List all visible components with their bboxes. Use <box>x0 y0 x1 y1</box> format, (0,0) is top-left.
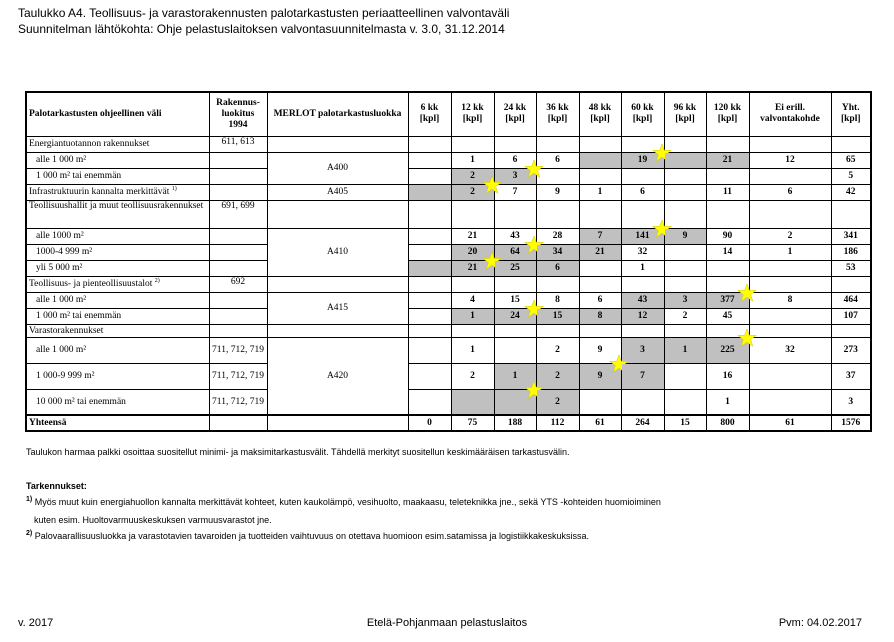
cell-96 <box>664 260 706 276</box>
table-row <box>26 389 871 415</box>
cell-24: 24 <box>494 308 536 324</box>
cell-12: 75 <box>451 415 494 431</box>
group-label-infra: Infrastruktuurin kannalta merkittävät $^{1)}$ <box>26 184 209 200</box>
cell-separate: 8 <box>749 292 831 308</box>
cell-36: 2 <box>536 337 579 363</box>
cell-36: 8 <box>536 292 579 308</box>
cell-total: 186 <box>831 244 871 260</box>
cell-total: 273 <box>831 337 871 363</box>
class-code: 711, 712, 719 <box>209 389 267 415</box>
cell-60 <box>621 168 664 184</box>
cell-36: 9 <box>536 184 579 200</box>
notes-heading: Tarkennukset: <box>26 481 87 491</box>
table-row <box>26 168 871 184</box>
cell-48 <box>579 152 621 168</box>
cell-48: 6 <box>579 292 621 308</box>
class-code: 711, 712, 719 <box>209 363 267 389</box>
cell-120: 16 <box>706 363 749 389</box>
col-header-120: 120 kk [kpl] <box>706 92 749 136</box>
cell-36: 34 <box>536 244 579 260</box>
cell-total: 464 <box>831 292 871 308</box>
cell-6 <box>408 337 451 363</box>
table-row <box>26 200 871 228</box>
cell-96 <box>664 184 706 200</box>
cell-12: 2 <box>451 184 494 200</box>
cell-separate <box>749 260 831 276</box>
header-row <box>26 92 871 136</box>
cell-12: 2 <box>451 363 494 389</box>
cell-36: 15 <box>536 308 579 324</box>
table-row <box>26 337 871 363</box>
table-title: Taulukko A4. Teollisuus- ja varastorakennusten palotarkastusten periaatteellinen valvontaväli <box>18 6 510 20</box>
cell-96: 1 <box>664 337 706 363</box>
cell-6 <box>408 292 451 308</box>
cell-120: 21 <box>706 152 749 168</box>
cell-48: 7 <box>579 228 621 244</box>
cell-12: 1 <box>451 152 494 168</box>
row-label: alle 1000 m² <box>26 228 209 244</box>
total-label: Yhteensä <box>26 415 209 431</box>
col-header-merlot: MERLOT palotarkastusluokka <box>267 92 408 136</box>
cell-separate: 32 <box>749 337 831 363</box>
cell-60: 1 <box>621 260 664 276</box>
col-header-total: Yht. [kpl] <box>831 92 871 136</box>
cell-24: 25 <box>494 260 536 276</box>
col-header-24: 24 kk [kpl] <box>494 92 536 136</box>
row-label: alle 1 000 m² <box>26 292 209 308</box>
cell-96 <box>664 363 706 389</box>
cell-total: 5 <box>831 168 871 184</box>
cell-6 <box>408 363 451 389</box>
cell-12: 20 <box>451 244 494 260</box>
footer-version: v. 2017 <box>18 617 54 629</box>
table-row <box>26 244 871 260</box>
cell-6: 0 <box>408 415 451 431</box>
merlot-class: A415 <box>267 292 408 324</box>
cell-48: 21 <box>579 244 621 260</box>
cell-separate: 6 <box>749 184 831 200</box>
cell-120: 225 <box>706 337 749 363</box>
cell-96: 15 <box>664 415 706 431</box>
cell-96: 9 <box>664 228 706 244</box>
cell-120: 377 <box>706 292 749 308</box>
col-header-separate: Ei erill. valvontakohde <box>749 92 831 136</box>
cell-separate <box>749 308 831 324</box>
cell-96: 2 <box>664 308 706 324</box>
cell-36: 112 <box>536 415 579 431</box>
cell-6 <box>408 168 451 184</box>
cell-120 <box>706 168 749 184</box>
table-row <box>26 184 871 200</box>
cell-6 <box>408 184 451 200</box>
cell-24: 6 <box>494 152 536 168</box>
cell-total: 65 <box>831 152 871 168</box>
cell-48 <box>579 389 621 415</box>
cell-120 <box>706 260 749 276</box>
cell-6 <box>408 389 451 415</box>
cell-36: 2 <box>536 389 579 415</box>
col-header-class: Rakennus-luokitus 1994 <box>209 92 267 136</box>
row-label: alle 1 000 m² <box>26 337 209 363</box>
gray-bar-note: Taulukon harmaa palkki osoittaa suositellut minimi- ja maksimitarkastusvälit. Tähdellä merkityt suositellun keskimääräisen tarkastusvälin. <box>26 447 570 457</box>
cell-96 <box>664 244 706 260</box>
cell-12: 21 <box>451 260 494 276</box>
cell-36: 2 <box>536 363 579 389</box>
cell-60 <box>621 389 664 415</box>
cell-60: 7 <box>621 363 664 389</box>
cell-96: 3 <box>664 292 706 308</box>
cell-24: 7 <box>494 184 536 200</box>
cell-total: 341 <box>831 228 871 244</box>
merlot-class: A400 <box>267 152 408 184</box>
table-row <box>26 363 871 389</box>
cell-separate: 12 <box>749 152 831 168</box>
row-label: 1 000 m² tai enemmän <box>26 308 209 324</box>
group-label-energy: Energiantuotannon rakennukset <box>26 136 209 152</box>
class-code: 692 <box>209 276 267 292</box>
footer-date: Pvm: 04.02.2017 <box>778 617 862 629</box>
cell-120: 800 <box>706 415 749 431</box>
group-label-industrial: Teollisuushallit ja muut teollisuusrakennukset <box>26 200 209 228</box>
cell-36: 28 <box>536 228 579 244</box>
cell-36: 6 <box>536 260 579 276</box>
cell-12: 1 <box>451 308 494 324</box>
cell-36 <box>536 168 579 184</box>
cell-total: 37 <box>831 363 871 389</box>
inspection-interval-table <box>25 91 872 432</box>
cell-120: 45 <box>706 308 749 324</box>
cell-24: 64 <box>494 244 536 260</box>
row-label: alle 1 000 m² <box>26 152 209 168</box>
cell-total: 3 <box>831 389 871 415</box>
cell-total: 53 <box>831 260 871 276</box>
table-row <box>26 152 871 168</box>
col-header-6: 6 kk [kpl] <box>408 92 451 136</box>
col-header-48: 48 kk [kpl] <box>579 92 621 136</box>
table-row <box>26 308 871 324</box>
note-1-cont: kuten esim. Huoltovarmuuskeskuksen varmuusvarastot jne. <box>34 515 272 525</box>
cell-total: 1576 <box>831 415 871 431</box>
row-label: 1000-4 999 m² <box>26 244 209 260</box>
cell-60: 264 <box>621 415 664 431</box>
cell-total: 107 <box>831 308 871 324</box>
cell-36: 6 <box>536 152 579 168</box>
table-row <box>26 292 871 308</box>
cell-24: 1 <box>494 363 536 389</box>
cell-120: 11 <box>706 184 749 200</box>
cell-60: 43 <box>621 292 664 308</box>
cell-120: 90 <box>706 228 749 244</box>
cell-96 <box>664 152 706 168</box>
cell-12: 21 <box>451 228 494 244</box>
cell-6 <box>408 228 451 244</box>
group-label-storage: Varastorakennukset <box>26 324 209 337</box>
class-code: 611, 613 <box>209 136 267 152</box>
row-label: 10 000 m² tai enemmän <box>26 389 209 415</box>
merlot-class: A420 <box>267 337 408 415</box>
cell-total: 42 <box>831 184 871 200</box>
cell-24 <box>494 389 536 415</box>
class-code: 691, 699 <box>209 200 267 228</box>
cell-48 <box>579 260 621 276</box>
cell-separate: 2 <box>749 228 831 244</box>
cell-6 <box>408 244 451 260</box>
col-header-36: 36 kk [kpl] <box>536 92 579 136</box>
group-label-small: Teollisuus- ja pienteollisuustalot $^{2)}$ <box>26 276 209 292</box>
cell-120: 14 <box>706 244 749 260</box>
cell-48: 9 <box>579 363 621 389</box>
cell-60: 3 <box>621 337 664 363</box>
note-1: $^{1)}$ Myös muut kuin energiahuollon kannalta merkittävät kohteet, kuten kaukolämpö, vesihuolto, maakaasu, teleteknikka jne., sekä YTS -kohteiden huomioiminen <box>26 496 661 507</box>
cell-separate: 1 <box>749 244 831 260</box>
col-header-96: 96 kk [kpl] <box>664 92 706 136</box>
cell-separate <box>749 168 831 184</box>
row-label: 1 000-9 999 m² <box>26 363 209 389</box>
cell-6 <box>408 152 451 168</box>
cell-separate: 61 <box>749 415 831 431</box>
cell-60: 12 <box>621 308 664 324</box>
cell-6 <box>408 260 451 276</box>
cell-60: 6 <box>621 184 664 200</box>
cell-12: 1 <box>451 337 494 363</box>
cell-24 <box>494 337 536 363</box>
table-row <box>26 276 871 292</box>
col-header-12: 12 kk [kpl] <box>451 92 494 136</box>
cell-120: 1 <box>706 389 749 415</box>
cell-96 <box>664 168 706 184</box>
footer-organization: Etelä-Pohjanmaan pelastuslaitos <box>366 617 528 629</box>
total-row <box>26 415 871 431</box>
col-header-60: 60 kk [kpl] <box>621 92 664 136</box>
cell-48: 1 <box>579 184 621 200</box>
row-label: yli 5 000 m² <box>26 260 209 276</box>
cell-48: 8 <box>579 308 621 324</box>
cell-96 <box>664 389 706 415</box>
merlot-class: A405 <box>267 184 408 200</box>
cell-60: 32 <box>621 244 664 260</box>
cell-48: 9 <box>579 337 621 363</box>
cell-24: 188 <box>494 415 536 431</box>
note-2: $^{2)}$ Palovaarallisuusluokka ja varastotavien tavaroiden ja tuotteiden vaihtuvuus on otettava huomioon esim.satamissa ja logistiikkakeskuksissa. <box>26 530 590 541</box>
cell-24: 15 <box>494 292 536 308</box>
cell-12: 4 <box>451 292 494 308</box>
table-row <box>26 228 871 244</box>
table-row <box>26 136 871 152</box>
col-header-interval: Palotarkastusten ohjeellinen väli <box>26 92 209 136</box>
table-row <box>26 260 871 276</box>
cell-60: 141 <box>621 228 664 244</box>
cell-24: 3 <box>494 168 536 184</box>
cell-12: 2 <box>451 168 494 184</box>
cell-6 <box>408 308 451 324</box>
cell-12 <box>451 389 494 415</box>
table-row <box>26 324 871 337</box>
table-subtitle: Suunnitelman lähtökohta: Ohje pelastuslaitoksen valvontasuunnitelmasta v. 3.0, 31.12.2014 <box>18 22 505 36</box>
cell-60: 19 <box>621 152 664 168</box>
cell-separate <box>749 389 831 415</box>
merlot-class: A410 <box>267 228 408 276</box>
cell-24: 43 <box>494 228 536 244</box>
class-code: 711, 712, 719 <box>209 337 267 363</box>
row-label: 1 000 m² tai enemmän <box>26 168 209 184</box>
cell-48 <box>579 168 621 184</box>
cell-separate <box>749 363 831 389</box>
cell-48: 61 <box>579 415 621 431</box>
